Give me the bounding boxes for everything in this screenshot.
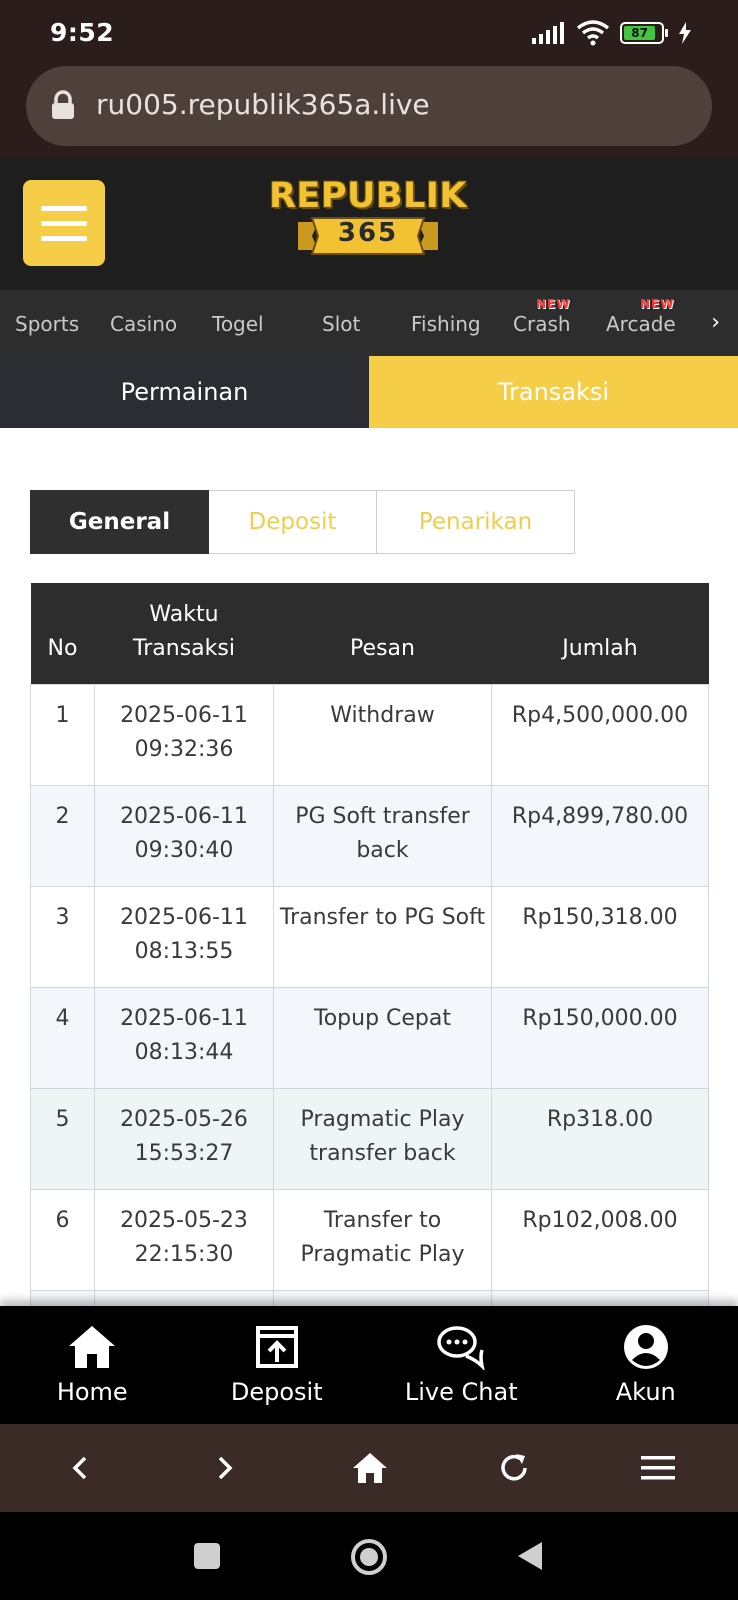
cell-no: 5 — [31, 1088, 95, 1189]
nav-home[interactable] — [0, 1306, 185, 1424]
header-time: Waktu Transaksi — [95, 583, 274, 684]
cell-no: 6 — [31, 1189, 95, 1290]
chevron-right-icon — [217, 1456, 233, 1480]
header-amount: Jumlah — [492, 583, 709, 684]
new-badge: NEW — [640, 297, 675, 311]
category-casino[interactable]: Casino — [110, 312, 178, 336]
live-chat-icon — [436, 1324, 486, 1370]
cell-message: Withdraw — [274, 684, 492, 785]
nav-akun-label: Akun — [615, 1378, 676, 1406]
deposit-icon — [254, 1324, 300, 1370]
cell-date: 2025-05-23 — [120, 1207, 248, 1233]
category-label: Crash — [513, 312, 571, 336]
back-triangle-icon[interactable] — [516, 1540, 544, 1572]
logo-word: REPUBLIK — [268, 176, 468, 216]
table-row — [31, 684, 709, 785]
lock-icon — [50, 90, 76, 120]
category-arcade[interactable] — [606, 297, 676, 336]
home-icon — [352, 1452, 388, 1484]
table-row — [31, 987, 709, 1088]
browser-menu-button[interactable] — [638, 1450, 678, 1486]
transaction-table — [30, 583, 709, 1309]
chevron-left-icon — [72, 1456, 88, 1480]
system-nav — [0, 1512, 738, 1600]
cell-time — [95, 785, 274, 886]
cell-time — [95, 1088, 274, 1189]
subtab-general[interactable]: General — [30, 490, 209, 554]
status-time: 9:52 — [50, 18, 115, 47]
cell-message: Topup Cepat — [274, 987, 492, 1088]
cell-clock: 08:13:55 — [134, 938, 234, 964]
menu-icon — [641, 1455, 675, 1481]
cell-no: 1 — [31, 684, 95, 785]
cell-date: 2025-06-11 — [120, 1005, 248, 1031]
cell-date: 2025-06-11 — [120, 702, 248, 728]
nav-akun[interactable] — [554, 1306, 738, 1424]
cell-date: 2025-06-11 — [120, 904, 248, 930]
battery-indicator — [620, 22, 668, 44]
recents-icon[interactable] — [193, 1542, 221, 1570]
category-crash[interactable] — [513, 297, 571, 336]
cell-no: 2 — [31, 785, 95, 886]
table-row — [31, 785, 709, 886]
cell-date: 2025-06-11 — [120, 803, 248, 829]
cell-time — [95, 1189, 274, 1290]
tab-permainan[interactable]: Permainan — [0, 356, 369, 428]
table-row — [31, 1088, 709, 1189]
tab-transaksi[interactable]: Transaksi — [369, 356, 738, 428]
table-row — [31, 886, 709, 987]
cell-message: PG Soft transfer back — [274, 785, 492, 886]
chevron-right-icon[interactable]: › — [711, 310, 720, 335]
cell-clock: 22:15:30 — [134, 1241, 234, 1267]
cell-date: 2025-05-26 — [120, 1106, 248, 1132]
table-row — [31, 1189, 709, 1290]
nav-deposit[interactable] — [185, 1306, 370, 1424]
category-label: Arcade — [606, 312, 676, 336]
browser-nav — [0, 1424, 738, 1512]
cell-amount: Rp4,899,780.00 — [492, 785, 709, 886]
sub-tabs — [30, 490, 575, 554]
browser-home-button[interactable] — [350, 1450, 390, 1486]
signal-icon — [532, 22, 566, 44]
cell-clock: 15:53:27 — [134, 1140, 234, 1166]
charging-icon — [678, 22, 692, 44]
url-text: ru005.republik365a.live — [96, 88, 430, 121]
cell-amount: Rp150,000.00 — [492, 987, 709, 1088]
browser-back-button[interactable] — [60, 1450, 100, 1486]
category-nav — [0, 290, 738, 356]
nav-live-chat[interactable] — [369, 1306, 554, 1424]
cell-no: 3 — [31, 886, 95, 987]
status-icons — [532, 20, 692, 46]
browser-forward-button[interactable] — [205, 1450, 245, 1486]
browser-reload-button[interactable] — [494, 1450, 534, 1486]
cell-time — [95, 886, 274, 987]
cell-amount: Rp150,318.00 — [492, 886, 709, 987]
battery-level: 87 — [624, 26, 655, 40]
hamburger-line — [41, 236, 87, 241]
nav-deposit-label: Deposit — [230, 1378, 323, 1406]
cell-time — [95, 987, 274, 1088]
category-togel[interactable]: Togel — [212, 312, 264, 336]
table-header-row — [31, 583, 709, 684]
cell-clock: 09:32:36 — [134, 736, 234, 762]
new-badge: NEW — [536, 297, 571, 311]
home-circle-icon[interactable] — [350, 1538, 388, 1576]
header-no: No — [31, 583, 95, 684]
reload-icon — [498, 1452, 530, 1484]
hamburger-line — [41, 206, 87, 211]
bottom-nav — [0, 1306, 738, 1424]
category-fishing[interactable]: Fishing — [411, 312, 481, 336]
hamburger-line — [41, 221, 87, 226]
subtab-penarikan[interactable]: Penarikan — [377, 490, 575, 554]
category-sports[interactable]: Sports — [15, 312, 80, 336]
cell-time — [95, 684, 274, 785]
cell-amount: Rp102,008.00 — [492, 1189, 709, 1290]
cell-message: Transfer to Pragmatic Play — [274, 1189, 492, 1290]
cell-amount: Rp4,500,000.00 — [492, 684, 709, 785]
subtab-deposit[interactable]: Deposit — [209, 490, 377, 554]
category-slot[interactable]: Slot — [322, 312, 361, 336]
cell-amount: Rp318.00 — [492, 1088, 709, 1189]
main-tabs — [0, 356, 738, 428]
cell-no: 4 — [31, 987, 95, 1088]
logo-number: 365 — [337, 218, 399, 248]
wifi-icon — [576, 20, 610, 46]
cell-message: Transfer to PG Soft — [274, 886, 492, 987]
hamburger-menu-button[interactable] — [23, 180, 105, 266]
header-message: Pesan — [274, 583, 492, 684]
home-icon — [67, 1324, 117, 1370]
cell-clock: 08:13:44 — [134, 1039, 234, 1065]
cell-message: Pragmatic Play transfer back — [274, 1088, 492, 1189]
nav-live-chat-label: Live Chat — [404, 1378, 518, 1406]
cell-clock: 09:30:40 — [134, 837, 234, 863]
url-bar[interactable] — [26, 66, 712, 146]
site-logo[interactable] — [258, 176, 478, 262]
nav-home-label: Home — [56, 1378, 128, 1406]
site-header — [0, 158, 738, 290]
user-account-icon — [623, 1324, 669, 1370]
browser-url-area — [0, 64, 738, 158]
status-bar — [0, 0, 738, 64]
